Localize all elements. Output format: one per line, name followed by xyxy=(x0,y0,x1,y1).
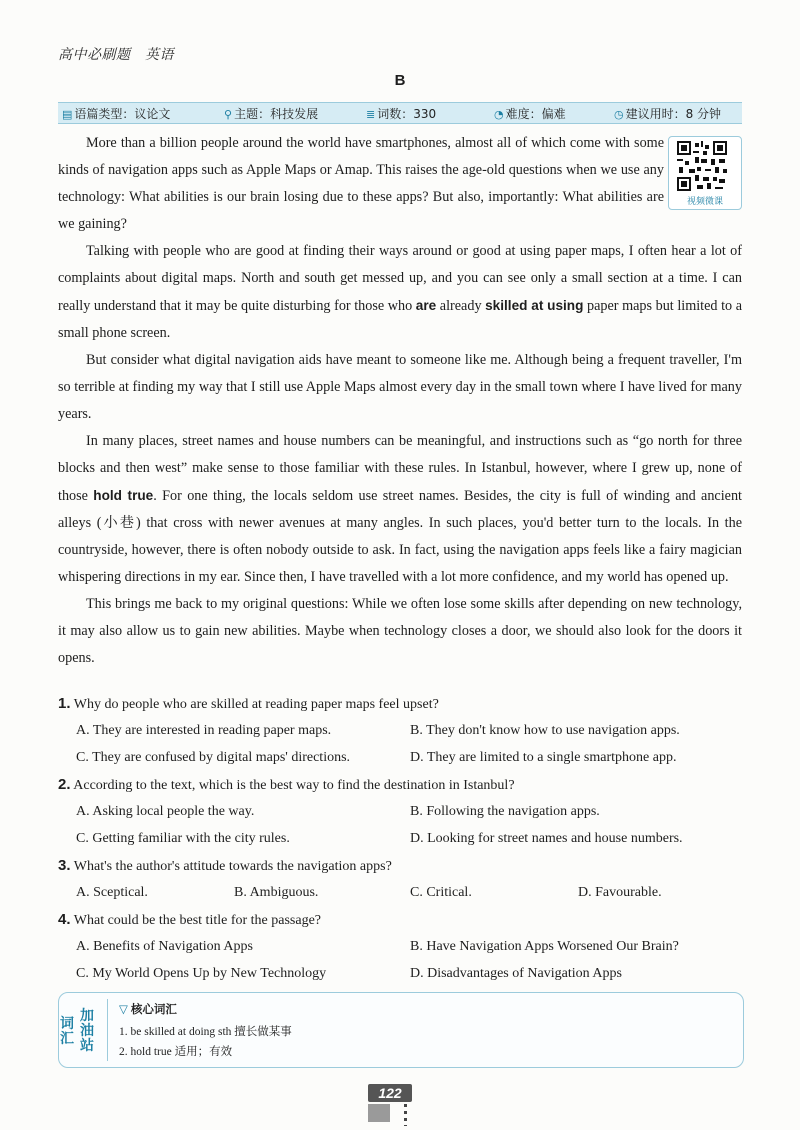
vocab-item-2: 2. hold true 适用；有效 xyxy=(119,1046,233,1058)
vocab-side-col1: 词汇 xyxy=(60,1016,74,1047)
search-icon: ⚲ xyxy=(224,108,233,121)
q1-option-b[interactable]: B. They don't know how to use navigation apps. xyxy=(410,723,680,738)
q3-option-c[interactable]: C. Critical. xyxy=(410,885,472,900)
question-1-stem: 1. Why do people who are skilled at reading paper maps feel upset? xyxy=(58,695,439,712)
page-number: 122 xyxy=(368,1084,412,1102)
q1-option-a[interactable]: A. They are interested in reading paper maps. xyxy=(76,723,332,738)
q4-option-d[interactable]: D. Disadvantages of Navigation Apps xyxy=(410,966,622,981)
vocab-side-col2: 加油站 xyxy=(80,1008,94,1054)
q2-option-a[interactable]: A. Asking local people the way. xyxy=(76,804,255,819)
book-title: 高中必刷题 英语 xyxy=(58,47,174,63)
paragraph-5: This brings me back to my original questions: While we often lose some skills after depending on new technology, it may also allow us to gain new abilities. Maybe when technology closes a door, we should also look for the doors it opens. xyxy=(58,596,742,666)
vocabulary-box xyxy=(58,992,744,1068)
paragraph-1: More than a billion people around the world have smartphones, almost all of which come with some kinds of navigation apps such as Apple Maps or Amap. This raises the age-old questions when we use any technology: What abilities is our brain losing due to these apps? But also, importantly: What abilities are we gaining? xyxy=(58,135,664,232)
q4-option-c[interactable]: C. My World Opens Up by New Technology xyxy=(76,966,327,981)
q3-option-b[interactable]: B. Ambiguous. xyxy=(234,885,319,900)
question-3-stem: 3. What's the author's attitude towards the navigation apps? xyxy=(58,857,392,874)
q2-option-b[interactable]: B. Following the navigation apps. xyxy=(410,804,600,819)
vocab-title: ▽ 核心词汇 xyxy=(119,1002,177,1016)
paragraph-4: In many places, street names and house numbers can be meaningful, and instructions such as “go north for three blocks and then west” make sense to those familiar with these rules. In Istanbul, however, where I grew up, none of those hold true. For one thing, the locals seldom use street names. Besides, the city is full of winding and ancient alleys (小巷) that cross with newer avenues at many angles. In such places, you'd better turn to the locals. In the countryside, however, there is often nobody outside to ask. In fact, using the navigation apps feels like a fairy magician whispering directions in my ear. Since then, I have travelled with a lot more confidence, and my world has opened up. xyxy=(58,433,742,585)
q1-option-d[interactable]: D. They are limited to a single smartphone app. xyxy=(410,750,677,765)
reading-passage xyxy=(58,130,742,672)
q3-option-d[interactable]: D. Favourable. xyxy=(578,885,662,900)
q2-option-d[interactable]: D. Looking for street names and house numbers. xyxy=(410,831,683,846)
clock-icon: ◷ xyxy=(614,108,624,121)
q2-option-c[interactable]: C. Getting familiar with the city rules. xyxy=(76,831,290,846)
q4-option-a[interactable]: A. Benefits of Navigation Apps xyxy=(76,939,253,954)
qr-label: 视频微课 xyxy=(686,197,723,207)
count-icon: ≣ xyxy=(366,108,376,121)
info-words: ≣ 词数：330 xyxy=(366,107,437,121)
info-topic: ⚲ 主题：科技发展 xyxy=(224,107,319,121)
section-letter: B xyxy=(394,72,406,89)
bold-phrase: are xyxy=(415,298,437,313)
info-time: ◷ 建议用时：8 分钟 xyxy=(614,107,722,121)
bold-phrase: hold true xyxy=(93,488,154,503)
difficulty-icon: ◔ xyxy=(494,108,504,121)
q3-option-a[interactable]: A. Sceptical. xyxy=(76,885,148,900)
question-4-stem: 4. What could be the best title for the passage? xyxy=(58,911,322,928)
question-2-stem: 2. According to the text, which is the best way to find the destination in Istanbul? xyxy=(58,776,515,793)
vocab-item-1: 1. be skilled at doing sth 擅长做某事 xyxy=(119,1026,292,1038)
triangle-down-icon: ▽ xyxy=(119,1002,128,1016)
info-difficulty: ◔ 难度：偏难 xyxy=(494,107,566,121)
paragraph-3: But consider what digital navigation aids have meant to someone like me. Although being a frequent traveller, I'm so terrible at finding my way that I still use Apple Maps almost every day in the small town where I have lived for many years. xyxy=(58,352,742,422)
bold-phrase: skilled at using xyxy=(485,298,584,313)
page-decoration xyxy=(368,1104,390,1122)
paragraph-2: Talking with people who are good at finding their ways around or good at using paper maps, I often hear a lot of complaints about digital maps. North and south get messed up, and you can see only a small section at a time. I can really understand that it may be quite disturbing for those who are already skilled at using paper maps but limited to a small phone screen. xyxy=(58,243,743,341)
q4-option-b[interactable]: B. Have Navigation Apps Worsened Our Brain? xyxy=(410,939,679,954)
doc-icon: ▤ xyxy=(62,108,73,121)
passage-info-bar xyxy=(58,102,742,124)
dotted-decoration xyxy=(404,1104,407,1126)
info-genre: ▤ 语篇类型：议论文 xyxy=(62,107,171,121)
vocab-side-label xyxy=(57,1001,101,1063)
vocab-divider xyxy=(107,999,108,1061)
q1-option-c[interactable]: C. They are confused by digital maps' directions. xyxy=(76,750,351,765)
